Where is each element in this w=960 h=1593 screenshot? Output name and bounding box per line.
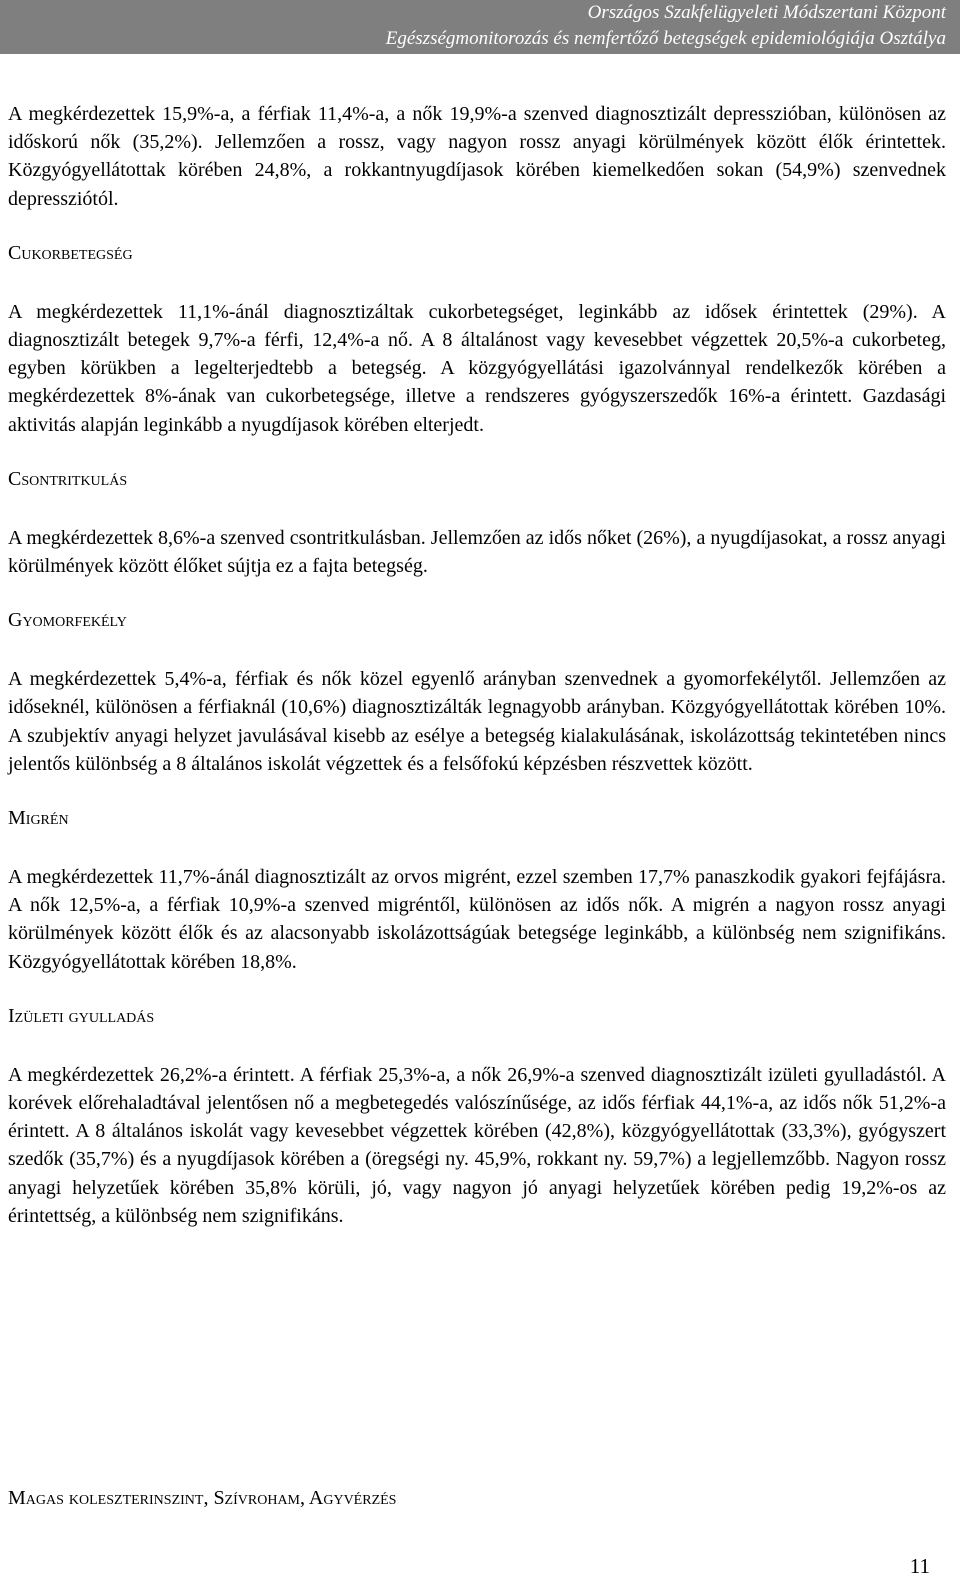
paragraph-izuleti-gyulladas: A megkérdezettek 26,2%-a érintett. A férfiak 25,3%-a, a nők 26,9%-a szenved diagnosztizált izületi gyulladástól. A korévek előrehaladtával jelentősen nő a megbetegedés valószínűsége, az idős férfiak 44,1%-a, az idős nők 51,2%-a érintett. A 8 általános iskolát vagy kevesebbet végzettek körében (42,8%), közgyógyellátottak (33,3%), gyógyszert szedők (35,7%) és a nyugdíjasok körében a (öregségi ny. 45,9%, rokkant ny. 59,7%) a legjellemzőbb. Nagyon rossz anyagi helyzetűek körében 35,8% körüli, jó, vagy nagyon jó anyagi helyzetűek körében pedig 19,2%-os az érintettség, a különbség nem szignifikáns. xyxy=(8,1063,946,1227)
paragraph-cukorbetegseg: A megkérdezettek 11,1%-ánál diagnosztizáltak cukorbetegséget, leginkább az idősek érintettek (29%). A diagnosztizált betegek 9,7%-a férfi, 12,4%-a nő. A 8 általánost vagy kevesebbet végzettek 20,5%-a cukorbeteg, egyben körükben a legelterjedtebb a betegség. A közgyógyellátási igazolvánnyal rendelkezők körében a megkérdezettek 8%-ának van cukorbetegsége, illetve a rendszeres gyógyszerszedők 16%-a érintett. Gazdasági aktivitás alapján leginkább a nyugdíjasok körében elterjedt. xyxy=(8,300,946,436)
header-institution: Országos Szakfelügyeleti Módszertani Központ xyxy=(587,2,946,23)
intro-paragraph: A megkérdezettek 15,9%-a, a férfiak 11,4%-a, a nők 19,9%-a szenved diagnosztizált depresszióban, különösen az időskorú nők (35,2%). Jellemzően a rossz, vagy nagyon rossz anyagi körülmények között élők érintettek. Közgyógyellátottak körében 24,8%, a rokkantnyugdíjasok körében kiemelkedően sokan (54,9%) szenvednek depressziótól. xyxy=(8,103,946,210)
page-header xyxy=(0,0,960,54)
document-body xyxy=(8,100,946,1230)
paragraph-gyomorfekely: A megkérdezettek 5,4%-a, férfiak és nők közel egyenlő arányban szenvednek a gyomorfekélytől. Jellemzően az időseknél, különösen a férfiaknál (10,6%) diagnosztizálták legnagyobb arányban. Közgyógyellátottak körében 10%. A szubjektív anyagi helyzet javulásával kisebb az esélye a betegség kialakulásának, iskolázottság tekintetében nincs jelentős különbség a 8 általános iskolát végzettek és a felsőfokú képzésben részvettek között. xyxy=(8,668,946,775)
heading-magas-koleszterinszint: Magas koleszterinszint, Szívroham, Agyvérzés xyxy=(8,1487,397,1509)
paragraph-csontritkulas: A megkérdezettek 8,6%-a szenved csontritkulásban. Jellemzően az idős nőket (26%), a nyugdíjasokat, a rossz anyagi körülmények között élőket sújtja ez a fajta betegség. xyxy=(8,526,946,578)
header-department: Egészségmonitorozás és nemfertőző betegségek epidemiológiája Osztálya xyxy=(385,28,946,49)
heading-cukorbetegseg: Cukorbetegség xyxy=(8,241,133,264)
paragraph-migren: A megkérdezettek 11,7%-ánál diagnosztizált az orvos migrént, ezzel szemben 17,7% panaszkodik gyakori fejfájásra. A nők 12,5%-a, a férfiak 10,9%-a szenved migréntől, különösen az idős nők. A migrén a nagyon rossz anyagi körülmények között élők és az alacsonyabb iskolázottságúak betegsége leginkább, a különbség nem szignifikáns. Közgyógyellátottak körében 18,8%. xyxy=(8,866,946,973)
heading-gyomorfekely: Gyomorfekély xyxy=(8,609,127,632)
heading-csontritkulas: Csontritkulás xyxy=(8,467,128,490)
heading-migren: Migrén xyxy=(8,807,69,830)
page-number: 11 xyxy=(909,1554,930,1578)
heading-izuleti-gyulladas: Izületi gyulladás xyxy=(8,1004,155,1027)
